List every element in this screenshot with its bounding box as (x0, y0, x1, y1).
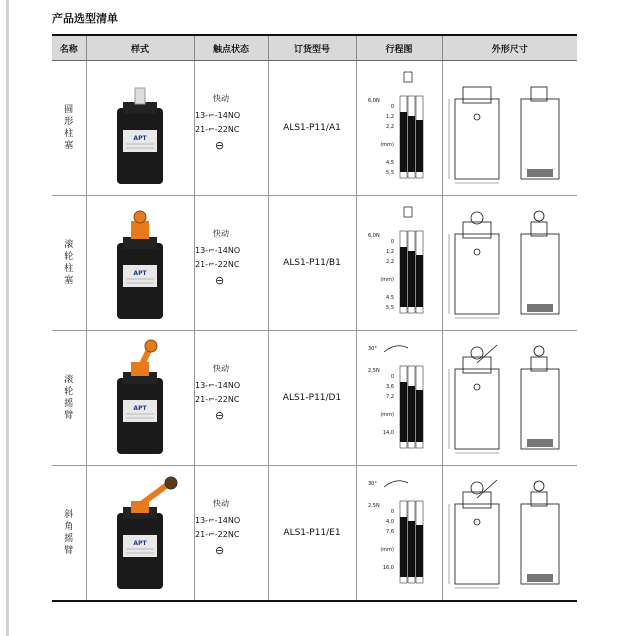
travel-bar-fill (400, 382, 407, 442)
front-view-body (455, 369, 499, 449)
product-name: 圆 形 柱 塞 (64, 105, 74, 151)
dimension-cell (442, 466, 577, 602)
contact-no: 13-⌐-14NO (195, 246, 241, 255)
dimension-cell (442, 61, 577, 196)
contact-diagram (195, 228, 267, 298)
col-header-travel: 行程图 (356, 35, 442, 61)
travel-bar-fill (416, 120, 423, 172)
lever-arm (140, 485, 167, 505)
force-label: 2,5N (368, 503, 380, 509)
positive-opening-symbol: ⊖ (215, 409, 225, 422)
travel-mark: 7,6 (386, 529, 394, 535)
travel-bar-fill (416, 255, 423, 307)
product-name: 斜 角 摇 臂 (64, 510, 74, 556)
travel-bar-fill (408, 386, 415, 442)
table-row (52, 331, 577, 466)
contact-diagram (195, 93, 267, 163)
side-view-body (521, 234, 559, 314)
col-header-model: 订货型号 (268, 35, 356, 61)
travel-mark: 2,2 (386, 259, 394, 265)
order-model: ALS1-P11/D1 (282, 393, 342, 403)
product-name: 滚 轮 柱 塞 (64, 240, 74, 286)
limit-switch-photo (95, 338, 185, 458)
order-model: ALS1-P11/E1 (283, 528, 341, 538)
dimension-drawing (445, 339, 575, 457)
mount-hole (474, 519, 480, 525)
front-view-body (455, 504, 499, 584)
contact-state-cell (194, 331, 268, 466)
contact-state-cell (194, 196, 268, 331)
travel-mark: 0 (390, 374, 394, 380)
travel-mark: (mm) (380, 412, 394, 418)
col-header-style: 样式 (86, 35, 194, 61)
front-view-body (455, 99, 499, 179)
front-view-head (463, 87, 491, 103)
contact-mode: 快动 (213, 229, 229, 238)
travel-mark: 1,2 (386, 249, 394, 255)
dimension-drawing (445, 474, 575, 592)
travel-diagram-cell (356, 61, 442, 196)
contact-nc: 21-⌐-22NC (195, 125, 240, 134)
product-name-cell (52, 61, 86, 196)
travel-mark: 7,2 (386, 394, 394, 400)
travel-mark: 4,0 (386, 519, 394, 525)
travel-mark: 16,0 (382, 565, 394, 571)
plunger (135, 88, 145, 104)
contact-diagram (195, 498, 267, 568)
angle-arc (384, 346, 408, 352)
limit-switch-photo (95, 203, 185, 323)
travel-mark: (mm) (380, 547, 394, 553)
travel-diagram (364, 203, 434, 323)
contact-no: 13-⌐-14NO (195, 111, 241, 120)
left-scrollbar[interactable] (6, 0, 9, 636)
mount-hole (474, 249, 480, 255)
order-model-cell (268, 196, 356, 331)
force-label: 6,0N (368, 98, 380, 104)
force-label: 6,0N (368, 233, 380, 239)
limit-switch-photo (95, 473, 185, 593)
positive-opening-symbol: ⊖ (215, 544, 225, 557)
travel-diagram-cell (356, 196, 442, 331)
mount-hole (474, 114, 480, 120)
travel-bar-fill (408, 116, 415, 172)
col-header-contact: 触点状态 (194, 35, 268, 61)
contact-no: 13-⌐-14NO (195, 516, 241, 525)
contact-nc: 21-⌐-22NC (195, 530, 240, 539)
dimension-drawing (445, 69, 575, 187)
angle-arc (384, 481, 408, 487)
roller-plunger (131, 221, 149, 239)
positive-opening-symbol: ⊖ (215, 274, 225, 287)
table-header-row (52, 35, 577, 61)
contact-diagram (195, 363, 267, 433)
brand-logo: APT (133, 540, 147, 547)
cable-gland (527, 439, 553, 447)
brand-logo: APT (133, 405, 147, 412)
contact-no: 13-⌐-14NO (195, 381, 241, 390)
roller (134, 211, 146, 223)
travel-bar-fill (400, 517, 407, 577)
cable-gland (527, 169, 553, 177)
side-view-body (521, 504, 559, 584)
contact-mode: 快动 (213, 364, 229, 373)
roller-outline (534, 211, 544, 221)
side-view-body (521, 99, 559, 179)
roller-outline (534, 481, 544, 491)
travel-mark: 0 (390, 104, 394, 110)
travel-mark: (mm) (380, 277, 394, 283)
dimension-cell (442, 331, 577, 466)
angle-label: 30° (368, 346, 377, 352)
roller-outline (534, 346, 544, 356)
cable-gland (527, 304, 553, 312)
travel-mark: 0 (390, 509, 394, 515)
table-row (52, 196, 577, 331)
table-row (52, 466, 577, 602)
travel-diagram-cell (356, 466, 442, 602)
product-image-cell (86, 196, 194, 331)
travel-mark: 4,5 (386, 160, 394, 166)
travel-diagram (364, 473, 434, 593)
travel-diagram (364, 68, 434, 188)
travel-bar-fill (400, 247, 407, 307)
order-model: ALS1-P11/A1 (283, 123, 341, 133)
contact-state-cell (194, 466, 268, 602)
roller (165, 477, 177, 489)
product-image-cell (86, 61, 194, 196)
travel-mark: 4,5 (386, 295, 394, 301)
travel-mark: 14,0 (382, 430, 394, 436)
travel-bar-fill (416, 390, 423, 442)
mount-hole (474, 384, 480, 390)
travel-diagram (364, 338, 434, 458)
col-header-dimensions: 外形尺寸 (442, 35, 577, 61)
product-name: 滚 轮 摇 臂 (64, 375, 74, 421)
brand-logo: APT (133, 270, 147, 277)
travel-mark: 5,5 (386, 305, 394, 311)
page-title: 产品选型清单 (52, 12, 118, 25)
angle-label: 30° (368, 481, 377, 487)
force-label: 2,5N (368, 368, 380, 374)
front-view-body (455, 234, 499, 314)
contact-nc: 21-⌐-22NC (195, 260, 240, 269)
positive-opening-symbol: ⊖ (215, 139, 225, 152)
col-header-name: 名称 (52, 35, 86, 61)
travel-mark: 5,5 (386, 170, 394, 176)
dimension-drawing (445, 204, 575, 322)
travel-diagram-cell (356, 331, 442, 466)
brand-logo: APT (133, 135, 147, 142)
product-image-cell (86, 466, 194, 602)
contact-state-cell (194, 61, 268, 196)
travel-bar-fill (416, 525, 423, 577)
dimension-cell (442, 196, 577, 331)
contact-mode: 快动 (213, 94, 229, 103)
order-model-cell (268, 61, 356, 196)
side-view-body (521, 369, 559, 449)
table-row (52, 61, 577, 196)
travel-bar-fill (408, 521, 415, 577)
product-name-cell (52, 466, 86, 602)
product-selection-table (52, 34, 577, 602)
plunger-symbol (404, 207, 412, 217)
travel-mark: (mm) (380, 142, 394, 148)
travel-mark: 1,2 (386, 114, 394, 120)
product-name-cell (52, 331, 86, 466)
product-name-cell (52, 196, 86, 331)
travel-mark: 3,6 (386, 384, 394, 390)
plunger-symbol (404, 72, 412, 82)
travel-bar-fill (400, 112, 407, 172)
travel-mark: 0 (390, 239, 394, 245)
contact-mode: 快动 (213, 499, 229, 508)
travel-bar-fill (408, 251, 415, 307)
order-model-cell (268, 331, 356, 466)
roller (145, 340, 157, 352)
limit-switch-photo (95, 68, 185, 188)
order-model: ALS1-P11/B1 (283, 258, 341, 268)
cable-gland (527, 574, 553, 582)
product-image-cell (86, 331, 194, 466)
travel-mark: 2,2 (386, 124, 394, 130)
contact-nc: 21-⌐-22NC (195, 395, 240, 404)
order-model-cell (268, 466, 356, 602)
